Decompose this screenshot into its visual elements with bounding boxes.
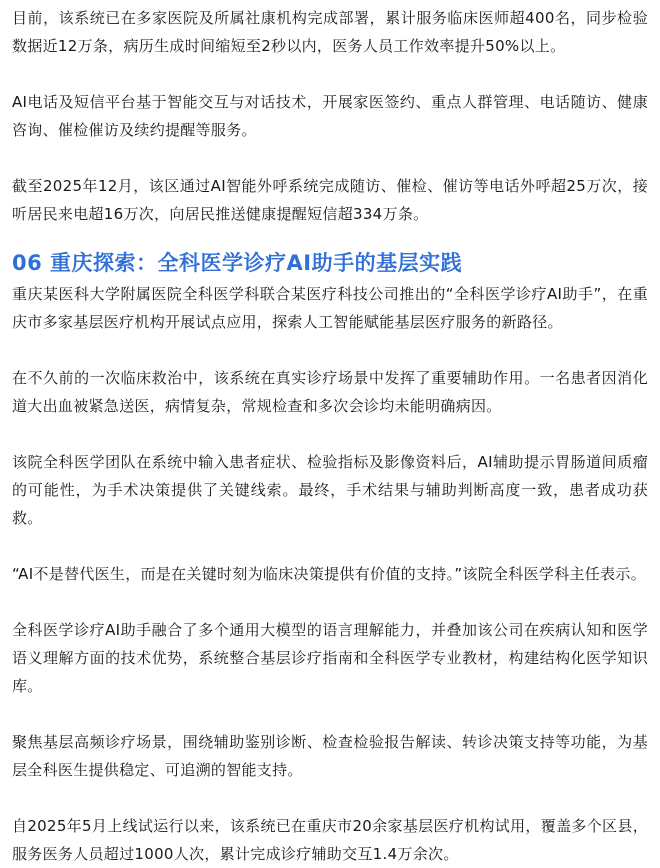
paragraph-clinical-case: 在不久前的一次临床救治中，该系统在真实诊疗场景中发挥了重要辅助作用。一名患者因消化道大出血被紧急送医，病情复杂，常规检查和多次会诊均未能明确病因。 [12,369,648,415]
section-heading: 06 重庆探索：全科医学诊疗AI助手的基层实践 [12,251,463,275]
paragraph-primary-care-focus: 聚焦基层高频诊疗场景，围绕辅助鉴别诊断、检查检验报告解读、转诊决策支持等功能，为基层全科医生提供稳定、可追溯的智能支持。 [12,733,648,779]
paragraph-ai-phone-platform: AI电话及短信平台基于智能交互与对话技术，开展家医签约、重点人群管理、电话随访、健康咨询、催检催访及续约提醒等服务。 [12,93,648,139]
paragraph-trial-results: 自2025年5月上线试运行以来，该系统已在重庆市20余家基层医疗机构试用，覆盖多个区县，服务医务人员超过1000人次，累计完成诊疗辅助交互1.4万余次。 [12,817,648,863]
paragraph-director-quote: “AI不是替代医生，而是在关键时刻为临床决策提供有价值的支持。”该院全科医学科主任表示。 [12,565,646,583]
paragraph-chongqing-intro: 重庆某医科大学附属医院全科医学科联合某医疗科技公司推出的“全科医学诊疗AI助手”，在重庆市多家基层医疗机构开展试点应用，探索人工智能赋能基层医疗服务的新路径。 [12,285,648,331]
paragraph-call-stats: 截至2025年12月，该区通过AI智能外呼系统完成随访、催检、催访等电话外呼超25万次，接听居民来电超16万次，向居民推送健康提醒短信超334万条。 [12,177,648,223]
paragraph-model-capabilities: 全科医学诊疗AI助手融合了多个通用大模型的语言理解能力，并叠加该公司在疾病认知和医学语义理解方面的技术优势，系统整合基层诊疗指南和全科医学专业教材，构建结构化医学知识库。 [12,621,648,695]
paragraph-deployment-stats: 目前，该系统已在多家医院及所属社康机构完成部署，累计服务临床医师超400名，同步检验数据近12万条，病历生成时间缩短至2秒以内，医务人员工作效率提升50%以上。 [12,9,648,55]
article-body [0,4,660,868]
paragraph-diagnosis-result: 该院全科医学团队在系统中输入患者症状、检验指标及影像资料后，AI辅助提示胃肠道间质瘤的可能性，为手术决策提供了关键线索。最终，手术结果与辅助判断高度一致，患者成功获救。 [12,453,648,527]
